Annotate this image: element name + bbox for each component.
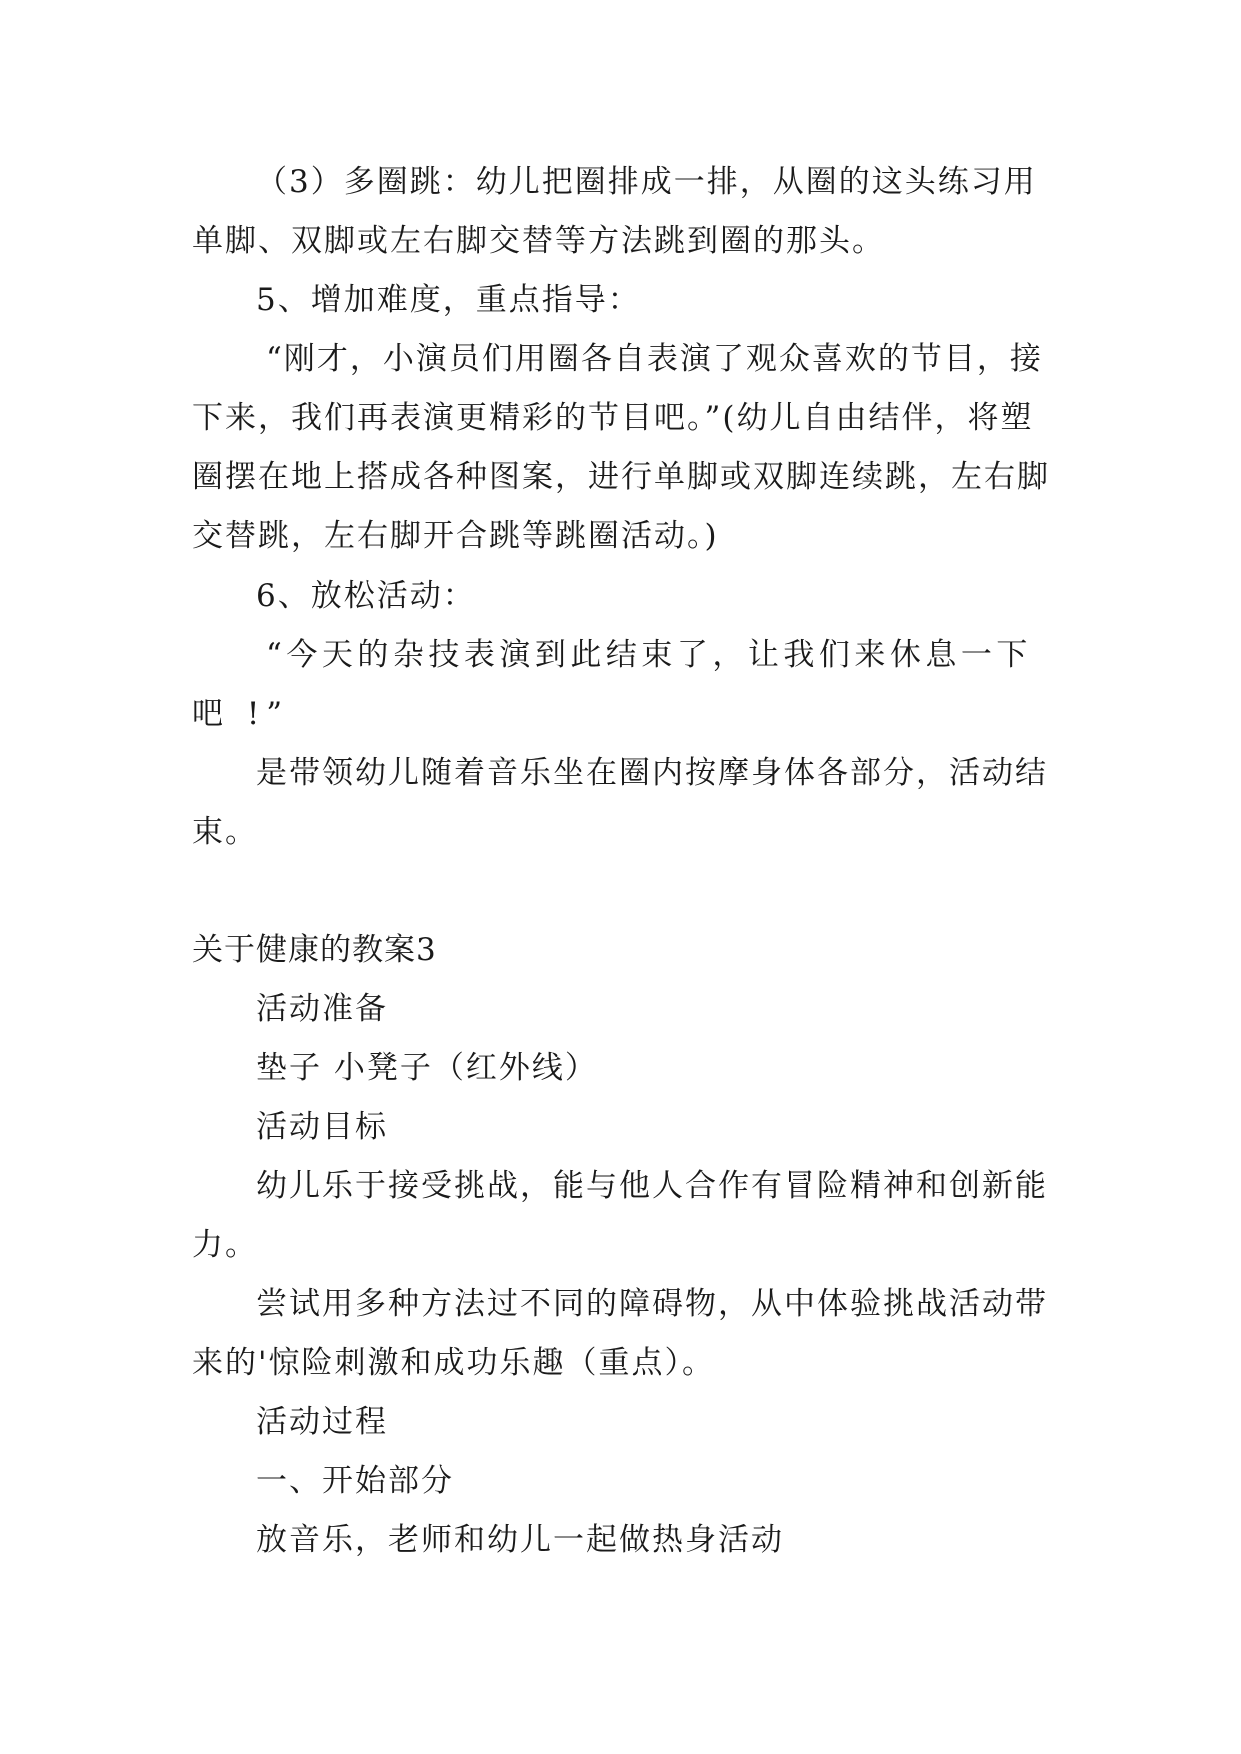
paragraph-line: “今天的杂技表演到此结束了，让我们来休息一下 [266, 637, 1032, 673]
document-title: 关于健康的教案3 [192, 932, 437, 968]
section-heading: 活动目标 [256, 1109, 388, 1145]
paragraph-line: 来的'惊险刺激和成功乐趣（重点）。 [192, 1345, 716, 1381]
paragraph-line: 圈摆在地上搭成各种图案，进行单脚或双脚连续跳，左右脚 [192, 459, 1050, 495]
paragraph-line: 尝试用多种方法过不同的障碍物，从中体验挑战活动带 [256, 1286, 1048, 1322]
paragraph-line: 力。 [192, 1227, 258, 1263]
section-heading: 活动过程 [256, 1404, 388, 1440]
paragraph-line: 垫子 小凳子（红外线） [256, 1050, 598, 1086]
section-heading: 6、放松活动： [256, 578, 476, 614]
paragraph-line: 交替跳，左右脚开合跳等跳圈活动。) [192, 518, 719, 554]
paragraph-line: 下来，我们再表演更精彩的节目吧。”(幼儿自由结伴，将塑 [192, 400, 1034, 436]
section-heading: 一、开始部分 [256, 1463, 454, 1499]
paragraph-line: （3）多圈跳：幼儿把圈排成一排，从圈的这头练习用 [256, 164, 1037, 200]
paragraph-line: 束。 [192, 814, 258, 850]
section-heading: 活动准备 [256, 991, 388, 1027]
paragraph-line: “刚才，小演员们用圈各自表演了观众喜欢的节目，接 [266, 341, 1043, 377]
paragraph-line: 吧 !” [192, 696, 290, 732]
paragraph-line: 幼儿乐于接受挑战，能与他人合作有冒险精神和创新能 [256, 1168, 1048, 1204]
paragraph-line: 单脚、双脚或左右脚交替等方法跳到圈的那头。 [192, 223, 885, 259]
paragraph-line: 放音乐，老师和幼儿一起做热身活动 [256, 1522, 784, 1558]
paragraph-line: 是带领幼儿随着音乐坐在圈内按摩身体各部分，活动结 [256, 755, 1048, 791]
section-heading: 5、增加难度，重点指导： [256, 282, 641, 318]
